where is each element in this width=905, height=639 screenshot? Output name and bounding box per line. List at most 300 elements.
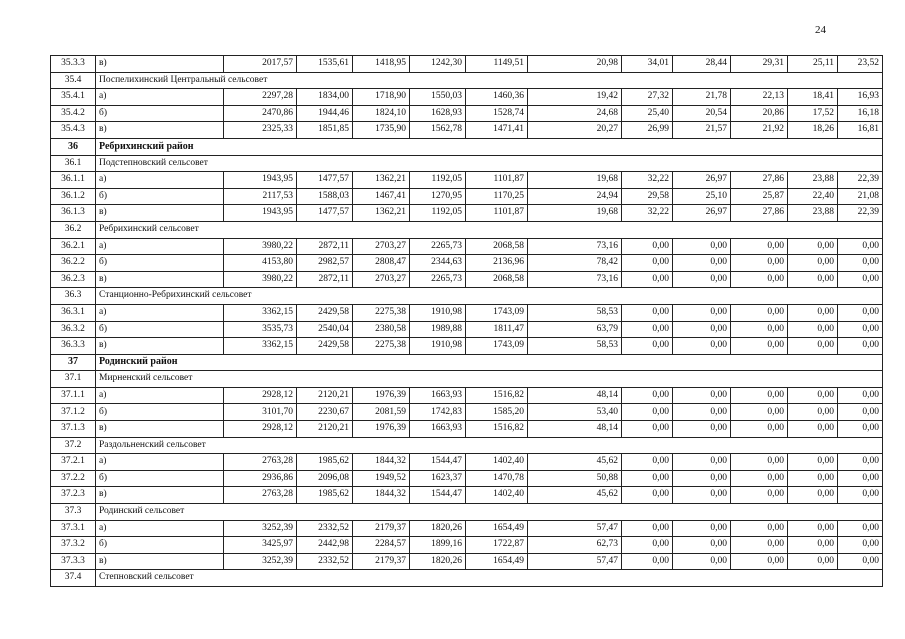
value-cell: 2928,12: [224, 387, 297, 404]
value-cell: 1820,26: [410, 520, 466, 537]
value-cell: 0,00: [788, 387, 838, 404]
value-cell: 1976,39: [353, 387, 410, 404]
value-cell: 2230,67: [297, 404, 353, 421]
value-cell: 2081,59: [353, 404, 410, 421]
value-cell: 0,00: [622, 255, 673, 272]
value-cell: 27,86: [731, 205, 788, 222]
row-subitem: б): [96, 188, 224, 205]
table-row: [51, 255, 883, 272]
value-cell: 0,00: [673, 454, 731, 471]
value-cell: 2380,58: [353, 321, 410, 338]
value-cell: 1844,32: [353, 487, 410, 504]
value-cell: 2703,27: [353, 271, 410, 288]
value-cell: 2275,38: [353, 338, 410, 355]
value-cell: 1402,40: [466, 487, 528, 504]
value-cell: 1149,51: [466, 56, 528, 73]
table-row: [51, 321, 883, 338]
row-code: 37.2.3: [51, 487, 96, 504]
section-title: Степновский сельсовет: [96, 570, 883, 587]
row-subitem: а): [96, 89, 224, 106]
value-cell: 0,00: [622, 520, 673, 537]
value-cell: 0,00: [622, 338, 673, 355]
value-cell: 0,00: [622, 271, 673, 288]
table-row: [51, 238, 883, 255]
value-cell: 25,40: [622, 105, 673, 122]
row-code: 37.1.3: [51, 421, 96, 438]
section-row: [51, 504, 883, 521]
row-subitem: в): [96, 421, 224, 438]
row-code: 36.3.1: [51, 304, 96, 321]
value-cell: 0,00: [788, 255, 838, 272]
value-cell: 2936,86: [224, 470, 297, 487]
value-cell: 0,00: [838, 321, 883, 338]
value-cell: 0,00: [622, 404, 673, 421]
value-cell: 0,00: [788, 553, 838, 570]
section-title: Раздольненский сельсовет: [96, 437, 883, 454]
row-code: 36.1.3: [51, 205, 96, 222]
table-row: [51, 271, 883, 288]
section-title: Ребрихинский сельсовет: [96, 221, 883, 238]
row-code: 36.1.1: [51, 172, 96, 189]
table-row: [51, 304, 883, 321]
value-cell: 0,00: [838, 421, 883, 438]
value-cell: 29,58: [622, 188, 673, 205]
value-cell: 62,73: [528, 537, 622, 554]
value-cell: 1192,05: [410, 172, 466, 189]
table-row: [51, 537, 883, 554]
value-cell: 2017,57: [224, 56, 297, 73]
value-cell: 3362,15: [224, 338, 297, 355]
value-cell: 2117,53: [224, 188, 297, 205]
value-cell: 58,53: [528, 304, 622, 321]
value-cell: 1943,95: [224, 205, 297, 222]
district-title: Ребрихинский район: [96, 138, 883, 155]
value-cell: 16,81: [838, 122, 883, 139]
value-cell: 16,93: [838, 89, 883, 106]
value-cell: 2096,08: [297, 470, 353, 487]
row-code: 37.1.2: [51, 404, 96, 421]
value-cell: 0,00: [838, 255, 883, 272]
value-cell: 2068,58: [466, 238, 528, 255]
value-cell: 1516,82: [466, 387, 528, 404]
row-code: 36.3: [51, 288, 96, 305]
value-cell: 73,16: [528, 271, 622, 288]
value-cell: 29,31: [731, 56, 788, 73]
value-cell: 0,00: [622, 470, 673, 487]
value-cell: 1976,39: [353, 421, 410, 438]
value-cell: 0,00: [731, 404, 788, 421]
value-cell: 0,00: [673, 304, 731, 321]
value-cell: 1663,93: [410, 387, 466, 404]
value-cell: 23,52: [838, 56, 883, 73]
table-row: [51, 520, 883, 537]
value-cell: 1811,47: [466, 321, 528, 338]
value-cell: 4153,80: [224, 255, 297, 272]
value-cell: 0,00: [731, 520, 788, 537]
value-cell: 21,57: [673, 122, 731, 139]
value-cell: 0,00: [622, 421, 673, 438]
row-subitem: б): [96, 105, 224, 122]
row-code: 37.3.1: [51, 520, 96, 537]
value-cell: 2763,28: [224, 454, 297, 471]
value-cell: 22,39: [838, 172, 883, 189]
value-cell: 1628,93: [410, 105, 466, 122]
value-cell: 1844,32: [353, 454, 410, 471]
value-cell: 0,00: [673, 537, 731, 554]
row-code: 37.1: [51, 371, 96, 388]
value-cell: 0,00: [788, 271, 838, 288]
row-code: 36.1.2: [51, 188, 96, 205]
value-cell: 1516,82: [466, 421, 528, 438]
value-cell: 2120,21: [297, 387, 353, 404]
row-subitem: а): [96, 454, 224, 471]
row-subitem: в): [96, 122, 224, 139]
value-cell: 2344,63: [410, 255, 466, 272]
value-cell: 0,00: [838, 271, 883, 288]
table-row: [51, 454, 883, 471]
value-cell: 2265,73: [410, 238, 466, 255]
value-cell: 0,00: [788, 487, 838, 504]
value-cell: 2068,58: [466, 271, 528, 288]
value-cell: 73,16: [528, 238, 622, 255]
value-cell: 20,27: [528, 122, 622, 139]
value-cell: 0,00: [788, 537, 838, 554]
value-cell: 1362,21: [353, 205, 410, 222]
value-cell: 1824,10: [353, 105, 410, 122]
value-cell: 2429,58: [297, 338, 353, 355]
value-cell: 1742,83: [410, 404, 466, 421]
value-cell: 0,00: [731, 255, 788, 272]
row-subitem: б): [96, 537, 224, 554]
value-cell: 1192,05: [410, 205, 466, 222]
value-cell: 57,47: [528, 553, 622, 570]
value-cell: 50,88: [528, 470, 622, 487]
value-cell: 0,00: [731, 238, 788, 255]
district-row: [51, 354, 883, 371]
value-cell: 1528,74: [466, 105, 528, 122]
value-cell: 20,86: [731, 105, 788, 122]
value-cell: 21,08: [838, 188, 883, 205]
value-cell: 23,88: [788, 205, 838, 222]
value-cell: 18,41: [788, 89, 838, 106]
section-title: Поспелихинский Центральный сельсовет: [96, 72, 883, 89]
value-cell: 0,00: [673, 487, 731, 504]
row-code: 37.1.1: [51, 387, 96, 404]
value-cell: 3252,39: [224, 520, 297, 537]
value-cell: 1418,95: [353, 56, 410, 73]
section-row: [51, 437, 883, 454]
table-row: [51, 470, 883, 487]
value-cell: 0,00: [673, 238, 731, 255]
section-row: [51, 570, 883, 587]
value-cell: 2703,27: [353, 238, 410, 255]
value-cell: 0,00: [673, 520, 731, 537]
row-code: 36.2.1: [51, 238, 96, 255]
value-cell: 0,00: [622, 304, 673, 321]
value-cell: 1544,47: [410, 454, 466, 471]
value-cell: 2265,73: [410, 271, 466, 288]
value-cell: 16,18: [838, 105, 883, 122]
value-cell: 27,86: [731, 172, 788, 189]
value-cell: 0,00: [731, 387, 788, 404]
value-cell: 1718,90: [353, 89, 410, 106]
section-row: [51, 221, 883, 238]
row-code: 37.3: [51, 504, 96, 521]
value-cell: 0,00: [838, 537, 883, 554]
row-subitem: в): [96, 271, 224, 288]
value-cell: 34,01: [622, 56, 673, 73]
value-cell: 21,78: [673, 89, 731, 106]
district-title: Родинский район: [96, 354, 883, 371]
value-cell: 1910,98: [410, 304, 466, 321]
value-cell: 1170,25: [466, 188, 528, 205]
value-cell: 0,00: [673, 553, 731, 570]
row-subitem: б): [96, 321, 224, 338]
row-code: 37.3.3: [51, 553, 96, 570]
value-cell: 0,00: [622, 454, 673, 471]
row-code: 37.2.1: [51, 454, 96, 471]
value-cell: 25,10: [673, 188, 731, 205]
value-cell: 0,00: [838, 304, 883, 321]
value-cell: 22,13: [731, 89, 788, 106]
value-cell: 1101,87: [466, 172, 528, 189]
value-cell: 45,62: [528, 454, 622, 471]
value-cell: 22,39: [838, 205, 883, 222]
value-cell: 1722,87: [466, 537, 528, 554]
table-row: [51, 56, 883, 73]
value-cell: 1471,41: [466, 122, 528, 139]
table-row: [51, 553, 883, 570]
value-cell: 2275,38: [353, 304, 410, 321]
value-cell: 0,00: [622, 487, 673, 504]
row-code: 36.3.2: [51, 321, 96, 338]
value-cell: 24,68: [528, 105, 622, 122]
value-cell: 1910,98: [410, 338, 466, 355]
value-cell: 23,88: [788, 172, 838, 189]
value-cell: 0,00: [788, 421, 838, 438]
value-cell: 1735,90: [353, 122, 410, 139]
value-cell: 1943,95: [224, 172, 297, 189]
section-title: Станционно-Ребрихинский сельсовет: [96, 288, 883, 305]
value-cell: 18,26: [788, 122, 838, 139]
value-cell: 48,14: [528, 421, 622, 438]
value-cell: 0,00: [838, 454, 883, 471]
value-cell: 19,42: [528, 89, 622, 106]
value-cell: 48,14: [528, 387, 622, 404]
value-cell: 0,00: [731, 454, 788, 471]
section-title: Родинский сельсовет: [96, 504, 883, 521]
section-row: [51, 155, 883, 172]
value-cell: 1467,41: [353, 188, 410, 205]
value-cell: 0,00: [788, 304, 838, 321]
value-cell: 0,00: [673, 271, 731, 288]
value-cell: 1402,40: [466, 454, 528, 471]
value-cell: 0,00: [838, 487, 883, 504]
value-cell: 53,40: [528, 404, 622, 421]
row-subitem: в): [96, 56, 224, 73]
table-body: [51, 56, 883, 587]
row-subitem: а): [96, 387, 224, 404]
value-cell: 28,44: [673, 56, 731, 73]
row-subitem: а): [96, 520, 224, 537]
value-cell: 3980,22: [224, 271, 297, 288]
value-cell: 2332,52: [297, 520, 353, 537]
value-cell: 0,00: [838, 520, 883, 537]
value-cell: 26,97: [673, 205, 731, 222]
value-cell: 0,00: [731, 304, 788, 321]
value-cell: 0,00: [622, 537, 673, 554]
value-cell: 2297,28: [224, 89, 297, 106]
value-cell: 1899,16: [410, 537, 466, 554]
value-cell: 1585,20: [466, 404, 528, 421]
row-code: 37.4: [51, 570, 96, 587]
value-cell: 1743,09: [466, 304, 528, 321]
value-cell: 0,00: [731, 338, 788, 355]
value-cell: 2136,96: [466, 255, 528, 272]
section-title: Подстепновский сельсовет: [96, 155, 883, 172]
section-row: [51, 72, 883, 89]
value-cell: 3252,39: [224, 553, 297, 570]
row-code: 37.3.2: [51, 537, 96, 554]
value-cell: 26,97: [673, 172, 731, 189]
value-cell: 32,22: [622, 172, 673, 189]
table-row: [51, 122, 883, 139]
value-cell: 27,32: [622, 89, 673, 106]
value-cell: 1623,37: [410, 470, 466, 487]
value-cell: 0,00: [673, 255, 731, 272]
row-subitem: в): [96, 338, 224, 355]
value-cell: 0,00: [838, 404, 883, 421]
value-cell: 0,00: [673, 338, 731, 355]
value-cell: 1989,88: [410, 321, 466, 338]
row-code: 35.3.3: [51, 56, 96, 73]
value-cell: 24,94: [528, 188, 622, 205]
value-cell: 1949,52: [353, 470, 410, 487]
value-cell: 0,00: [673, 470, 731, 487]
value-cell: 0,00: [731, 421, 788, 438]
value-cell: 2429,58: [297, 304, 353, 321]
value-cell: 1535,61: [297, 56, 353, 73]
value-cell: 2325,33: [224, 122, 297, 139]
value-cell: 1362,21: [353, 172, 410, 189]
value-cell: 0,00: [731, 470, 788, 487]
section-row: [51, 371, 883, 388]
value-cell: 45,62: [528, 487, 622, 504]
row-subitem: а): [96, 304, 224, 321]
value-cell: 0,00: [731, 271, 788, 288]
value-cell: 0,00: [673, 404, 731, 421]
row-subitem: б): [96, 255, 224, 272]
table-row: [51, 205, 883, 222]
page-number: 24: [815, 24, 826, 36]
row-code: 36.2.3: [51, 271, 96, 288]
table-row: [51, 487, 883, 504]
value-cell: 0,00: [731, 537, 788, 554]
value-cell: 0,00: [838, 238, 883, 255]
table-row: [51, 338, 883, 355]
table-row: [51, 105, 883, 122]
value-cell: 2284,57: [353, 537, 410, 554]
value-cell: 1588,03: [297, 188, 353, 205]
value-cell: 22,40: [788, 188, 838, 205]
value-cell: 63,79: [528, 321, 622, 338]
table-row: [51, 404, 883, 421]
value-cell: 32,22: [622, 205, 673, 222]
row-code: 36: [51, 138, 96, 155]
value-cell: 1820,26: [410, 553, 466, 570]
value-cell: 1663,93: [410, 421, 466, 438]
row-subitem: а): [96, 172, 224, 189]
value-cell: 0,00: [788, 454, 838, 471]
value-cell: 1944,46: [297, 105, 353, 122]
row-subitem: а): [96, 238, 224, 255]
value-cell: 1477,57: [297, 172, 353, 189]
value-cell: 0,00: [838, 338, 883, 355]
value-cell: 1270,95: [410, 188, 466, 205]
row-code: 35.4.3: [51, 122, 96, 139]
value-cell: 58,53: [528, 338, 622, 355]
value-cell: 0,00: [622, 321, 673, 338]
value-cell: 2179,37: [353, 520, 410, 537]
value-cell: 19,68: [528, 172, 622, 189]
table-row: [51, 421, 883, 438]
value-cell: 0,00: [838, 553, 883, 570]
row-code: 36.3.3: [51, 338, 96, 355]
row-code: 35.4.1: [51, 89, 96, 106]
value-cell: 0,00: [731, 487, 788, 504]
value-cell: 0,00: [622, 553, 673, 570]
row-code: 37: [51, 354, 96, 371]
value-cell: 26,99: [622, 122, 673, 139]
value-cell: 2872,11: [297, 271, 353, 288]
value-cell: 0,00: [731, 321, 788, 338]
tariff-table: [50, 55, 883, 587]
value-cell: 1470,78: [466, 470, 528, 487]
value-cell: 25,87: [731, 188, 788, 205]
value-cell: 0,00: [731, 553, 788, 570]
row-code: 36.2.2: [51, 255, 96, 272]
value-cell: 0,00: [788, 520, 838, 537]
row-subitem: в): [96, 205, 224, 222]
value-cell: 2763,28: [224, 487, 297, 504]
value-cell: 0,00: [788, 470, 838, 487]
value-cell: 3535,73: [224, 321, 297, 338]
value-cell: 78,42: [528, 255, 622, 272]
value-cell: 1242,30: [410, 56, 466, 73]
row-code: 36.1: [51, 155, 96, 172]
value-cell: 0,00: [788, 238, 838, 255]
row-code: 35.4.2: [51, 105, 96, 122]
value-cell: 0,00: [788, 321, 838, 338]
value-cell: 0,00: [622, 387, 673, 404]
value-cell: 1477,57: [297, 205, 353, 222]
value-cell: 21,92: [731, 122, 788, 139]
value-cell: 20,98: [528, 56, 622, 73]
value-cell: 2982,57: [297, 255, 353, 272]
value-cell: 1562,78: [410, 122, 466, 139]
value-cell: 25,11: [788, 56, 838, 73]
value-cell: 2872,11: [297, 238, 353, 255]
row-subitem: в): [96, 487, 224, 504]
value-cell: 57,47: [528, 520, 622, 537]
table-row: [51, 188, 883, 205]
value-cell: 2928,12: [224, 421, 297, 438]
row-code: 36.2: [51, 221, 96, 238]
value-cell: 0,00: [673, 421, 731, 438]
row-code: 35.4: [51, 72, 96, 89]
district-row: [51, 138, 883, 155]
value-cell: 1985,62: [297, 454, 353, 471]
